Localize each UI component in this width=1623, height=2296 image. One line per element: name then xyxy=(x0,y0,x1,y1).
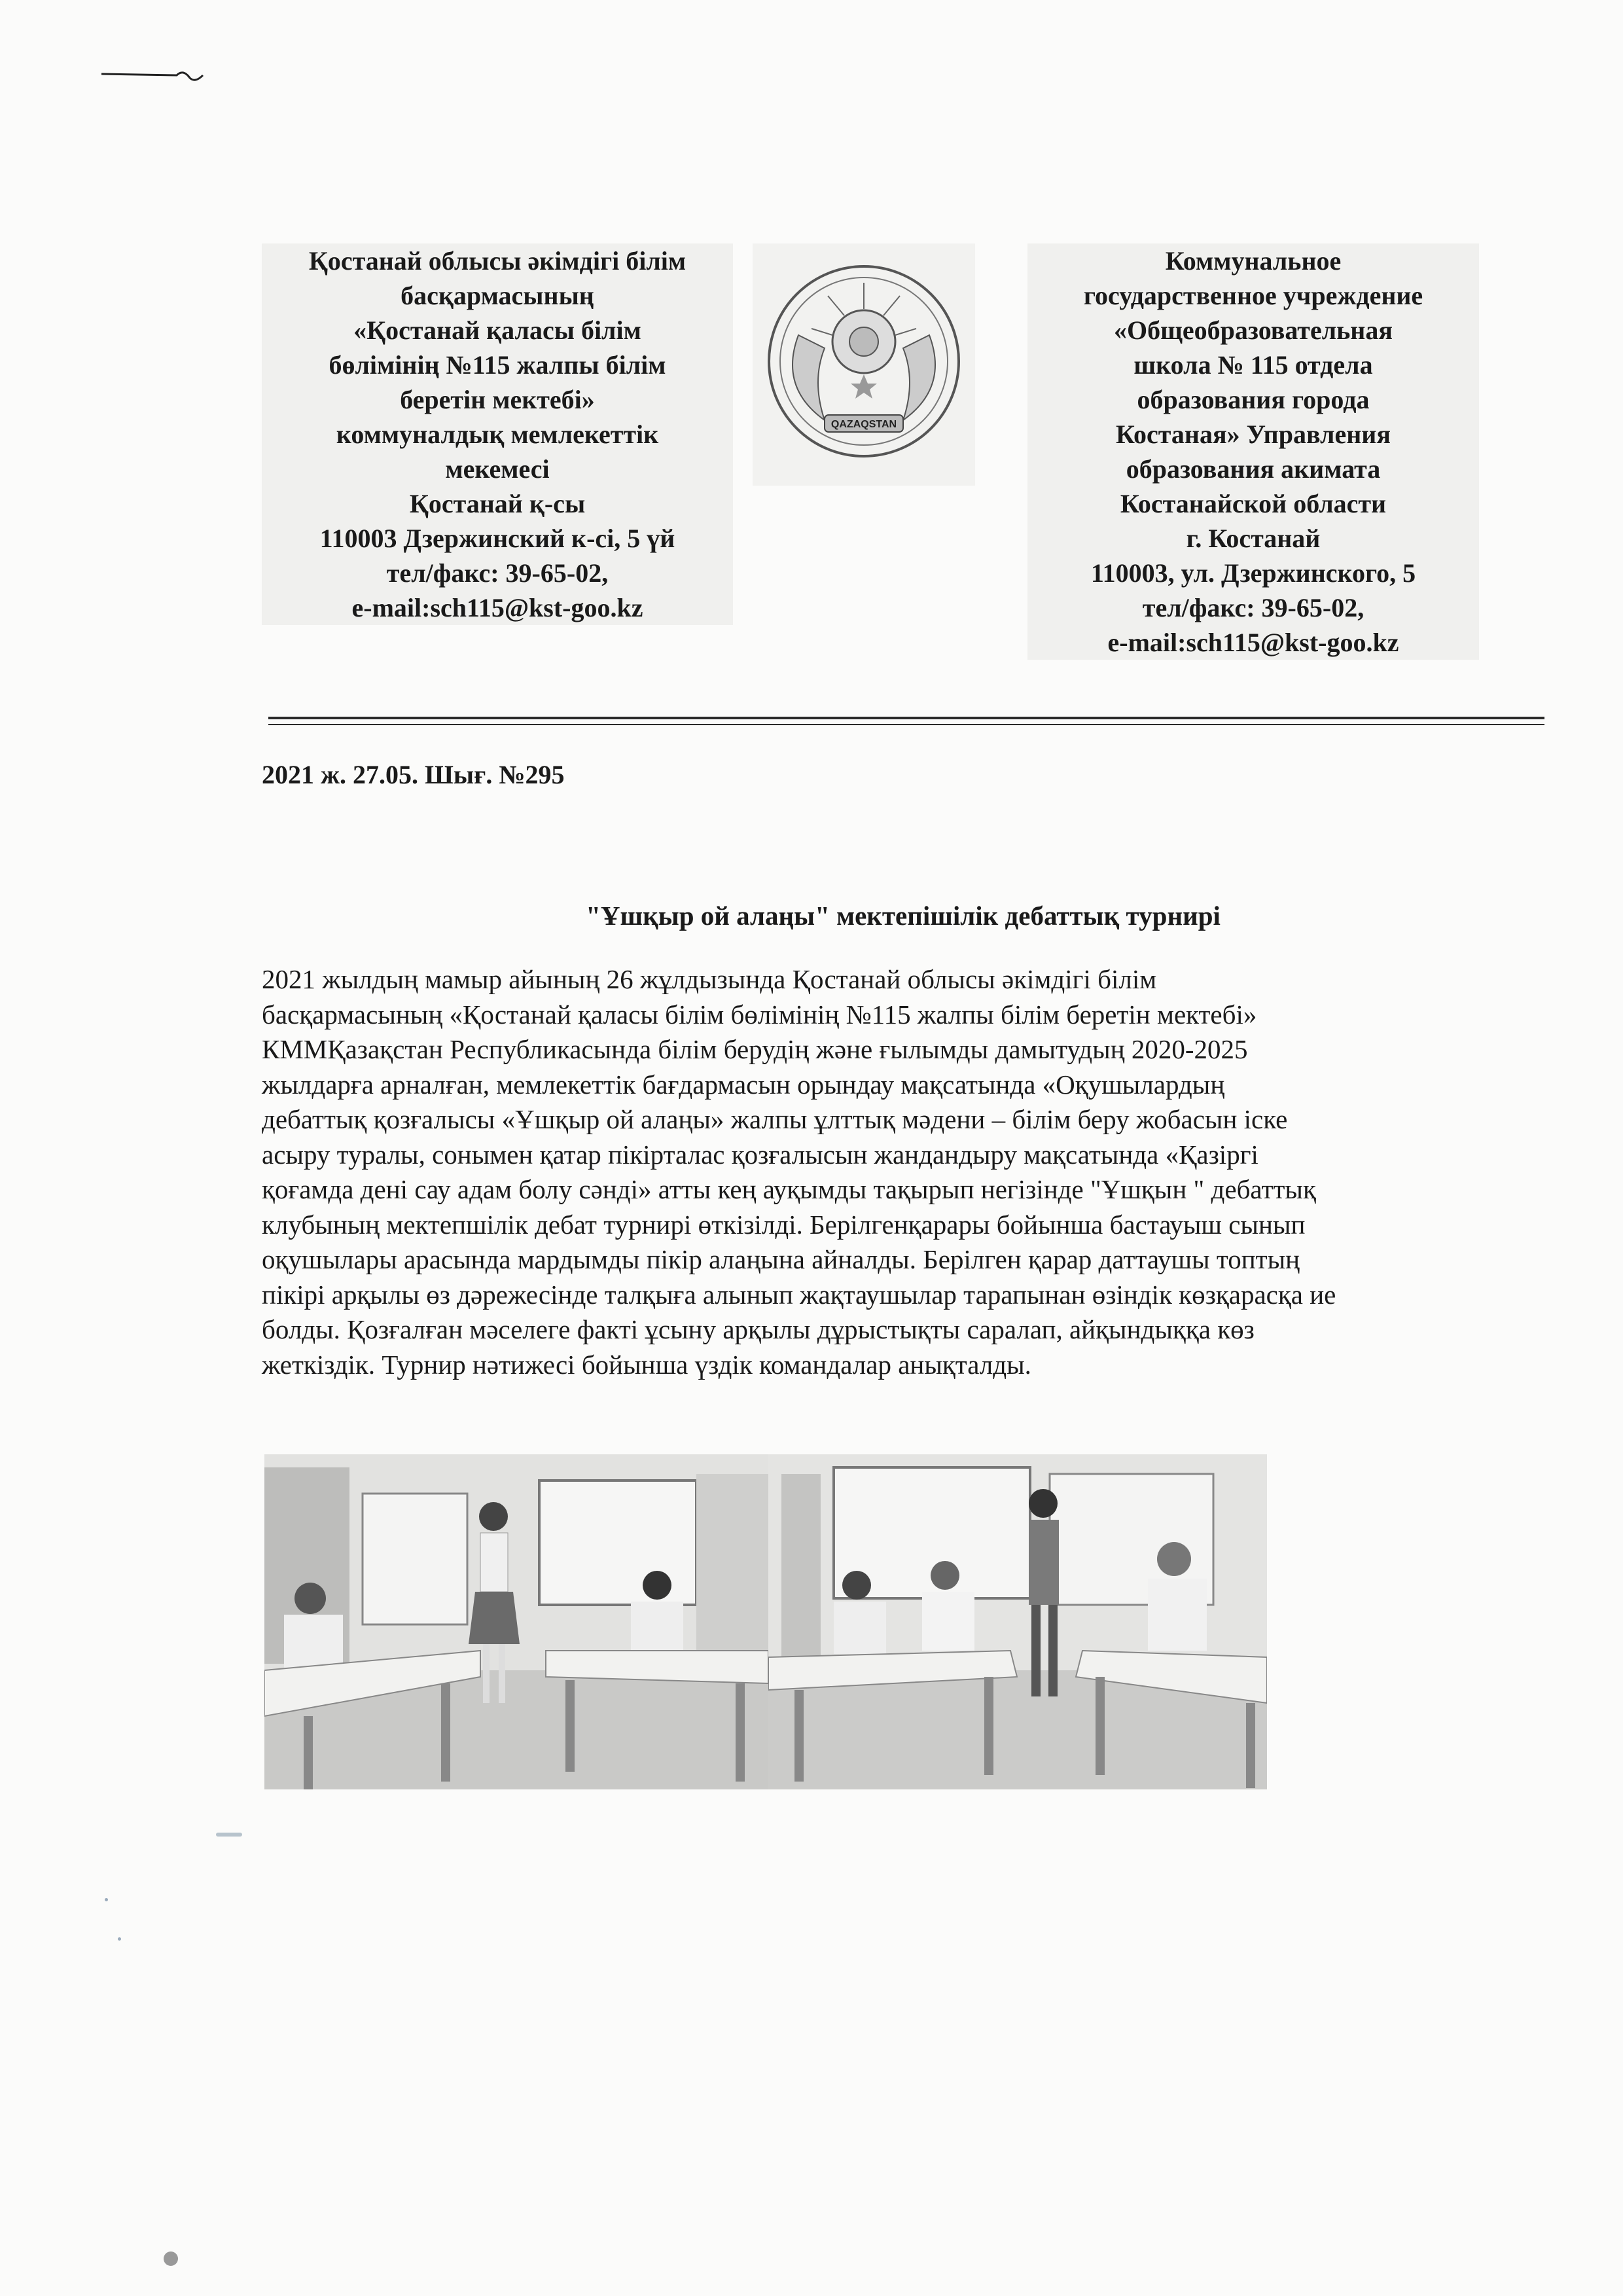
header-line: Костанайской области xyxy=(1120,489,1387,518)
photo-left xyxy=(264,1454,768,1789)
header-line: Қостанай облысы әкімдігі білім xyxy=(308,246,687,276)
header-divider-thin xyxy=(268,724,1544,725)
header-line: «Общеобразовательная xyxy=(1114,315,1393,345)
header-line: 110003 Дзержинский к-сі, 5 үй xyxy=(319,524,675,553)
header-line: Коммунальное xyxy=(1165,246,1342,276)
document-title: "Ұшқыр ой алаңы" мектепішілік дебаттық турнирі xyxy=(586,901,1221,931)
body-line: жеткіздік. Турнир нәтижесі бойынша үздік командалар анықталды. xyxy=(262,1349,1031,1380)
body-line: басқармасының «Қостанай қаласы білім бөлімінің №115 жалпы білім беретін мектебі» xyxy=(262,999,1257,1030)
header-line: «Қостанай қаласы білім xyxy=(353,315,641,345)
scan-pen-mark xyxy=(98,69,209,95)
body-line: оқушылары арасында мардымды пікір алаңына айналды. Берілген қарар даттаушы топтың xyxy=(262,1244,1300,1274)
header-russian-block xyxy=(1027,243,1479,660)
body-line: КММҚазақстан Республикасында білім берудің және ғылымды дамытудың 2020-2025 xyxy=(262,1034,1248,1064)
emblem-text: QAZAQSTAN xyxy=(830,419,897,430)
header-line: школа № 115 отдела xyxy=(1133,350,1373,380)
header-line: коммуналдық мемлекеттік xyxy=(336,420,659,449)
header-line: беретін мектебі» xyxy=(400,385,595,414)
body-line: қоғамда дені сау адам болу сәнді» атты кең ауқымды тақырып негізінде "Ұшқын " дебаттық xyxy=(262,1174,1316,1204)
body-line: асыру туралы, сонымен қатар пікірталас қозғалысын жандандыру мақсатында «Қазіргі xyxy=(262,1139,1258,1170)
header-divider xyxy=(268,717,1544,719)
photo-right xyxy=(768,1454,1267,1789)
body-line: клубының мектепшілік дебат турнирі өткізілді. Берілгенқарары бойынша бастауыш сынып xyxy=(262,1209,1306,1240)
header-kazakh-block xyxy=(262,243,733,625)
scan-speck xyxy=(164,2251,178,2266)
header-line: мекемесі xyxy=(445,454,550,484)
header-line: басқармасының xyxy=(401,281,594,310)
scan-speck xyxy=(105,1898,108,1901)
header-line: 110003, ул. Дзержинского, 5 xyxy=(1090,558,1416,588)
header-line: бөлімінің №115 жалпы білім xyxy=(329,350,666,380)
header-line: образования акимата xyxy=(1126,454,1381,484)
body-line: дебаттық қозғалысы «Ұшқыр ой алаңы» жалпы ұлттық мәдени – білім беру жобасын іске xyxy=(262,1104,1288,1134)
header-line: г. Костанай xyxy=(1186,524,1321,553)
header-line: тел/факс: 39-65-02, xyxy=(1142,593,1364,622)
scan-speck xyxy=(118,1937,121,1941)
header-line: государственное учреждение xyxy=(1083,281,1423,310)
header-line: Костаная» Управления xyxy=(1116,420,1391,449)
header-line: образования города xyxy=(1137,385,1370,414)
scan-speck xyxy=(216,1833,242,1837)
event-photos xyxy=(264,1454,1267,1789)
body-text xyxy=(262,962,1538,1382)
header-line: тел/факс: 39-65-02, xyxy=(386,558,609,588)
header-line: Қостанай қ-сы xyxy=(409,489,586,518)
body-line: жылдарға арналған, мемлекеттік бағдармасын орындау мақсатында «Оқушылардың xyxy=(262,1069,1225,1100)
state-emblem-icon xyxy=(753,243,975,486)
header-line: e-mail:sch115@kst-goo.kz xyxy=(1107,628,1399,657)
outgoing-number: 2021 ж. 27.05. Шығ. №295 xyxy=(262,760,565,789)
body-line: 2021 жылдың мамыр айының 26 жұлдызында Қостанай облысы әкімдігі білім xyxy=(262,964,1157,994)
body-line: болды. Қозғалған мәселеге факті ұсыну арқылы дұрыстықты саралап, айқындыққа көз xyxy=(262,1314,1255,1344)
header-line: e-mail:sch115@kst-goo.kz xyxy=(351,593,643,622)
body-line: пікірі арқылы өз дәрежесінде талқыға алынып жақтаушылар тарапынан өзіндік көзқарасқа ие xyxy=(262,1279,1336,1310)
